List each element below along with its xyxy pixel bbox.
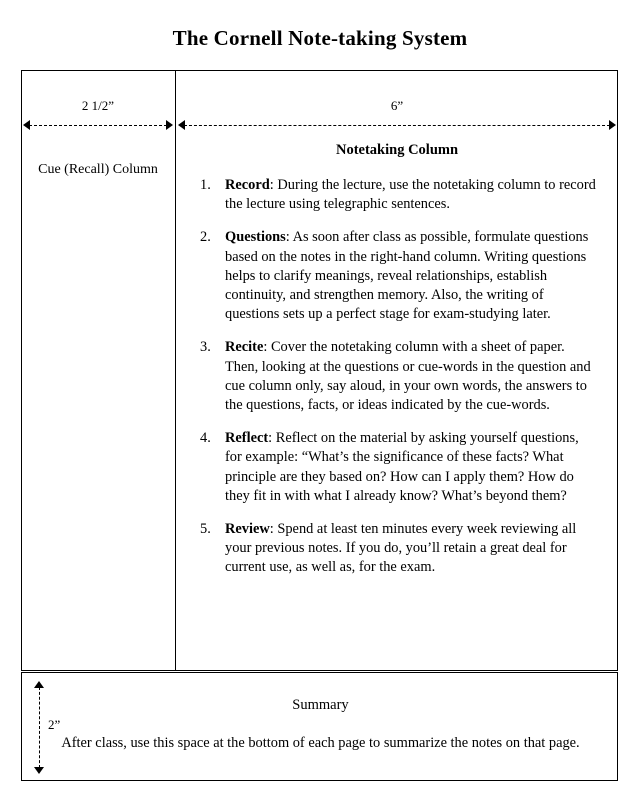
step-lead-word: Questions <box>225 229 286 246</box>
arrow-shaft <box>184 125 610 126</box>
list-item <box>200 338 598 415</box>
arrow-shaft <box>29 125 167 126</box>
column-divider <box>175 70 176 671</box>
list-item <box>200 429 598 506</box>
summary-body: After class, use this space at the bottom of each page to summarize the notes on that page. <box>61 735 580 751</box>
page-title: The Cornell Note-taking System <box>172 26 468 50</box>
step-text: : Cover the notetaking column with a sheet of paper. Then, looking at the questions or cue-words in the question and cue column only, say aloud, in your own words, the answers to the questions, facts, or ideas indicated by the cue-words. <box>225 339 591 414</box>
summary-height-label: 2” <box>48 717 61 732</box>
summary-title: Summary <box>292 697 349 713</box>
step-number: 5. <box>200 521 211 538</box>
arrow-head-right-icon <box>166 120 173 130</box>
step-number: 1. <box>200 177 211 193</box>
cue-column-width-arrow <box>23 120 173 131</box>
step-number: 3. <box>200 339 211 356</box>
notetaking-steps-list <box>200 176 598 592</box>
notetaking-column-width-label: 6” <box>390 98 404 113</box>
list-item <box>200 176 598 214</box>
step-number: 4. <box>200 430 211 447</box>
step-text: : Reflect on the material by asking yourself questions, for example: “What’s the significance of these facts? What principle are they based on? How can I apply them? How do they fit in with what I already know? What’s beyond them? <box>225 430 579 504</box>
step-number: 2. <box>200 229 211 246</box>
step-lead-word: Recite <box>225 339 264 356</box>
cue-column-header: Cue (Recall) Column <box>38 162 158 177</box>
cornell-layout-frame <box>21 70 620 782</box>
step-text: : During the lecture, use the notetaking column to record the lecture using telegraphic sentences. <box>225 177 596 213</box>
notetaking-column-header: Notetaking Column <box>335 142 459 158</box>
step-text: : As soon after class as possible, formulate questions based on the notes in the right-hand column. Writing questions helps to clarify meanings, reveal relationships, establish continuity, and strengthen memory. Also, the writing of questions sets up a perfect stage for exam-studying later. <box>225 229 589 323</box>
step-text: : Spend at least ten minutes every week reviewing all your previous notes. If you do, you’ll retain a great deal for current use, as well as, for the exam. <box>225 521 577 576</box>
cue-column-width-label: 2 1/2” <box>81 98 115 113</box>
step-lead-word: Reflect <box>225 430 269 447</box>
arrow-head-down-icon <box>34 767 44 774</box>
summary-area <box>21 672 618 781</box>
list-item <box>200 228 598 324</box>
list-item <box>200 520 598 578</box>
summary-height-arrow <box>34 681 45 774</box>
notetaking-column-width-arrow <box>178 120 616 131</box>
step-lead-word: Record <box>225 177 270 193</box>
step-lead-word: Review <box>225 521 270 538</box>
arrow-head-right-icon <box>609 120 616 130</box>
